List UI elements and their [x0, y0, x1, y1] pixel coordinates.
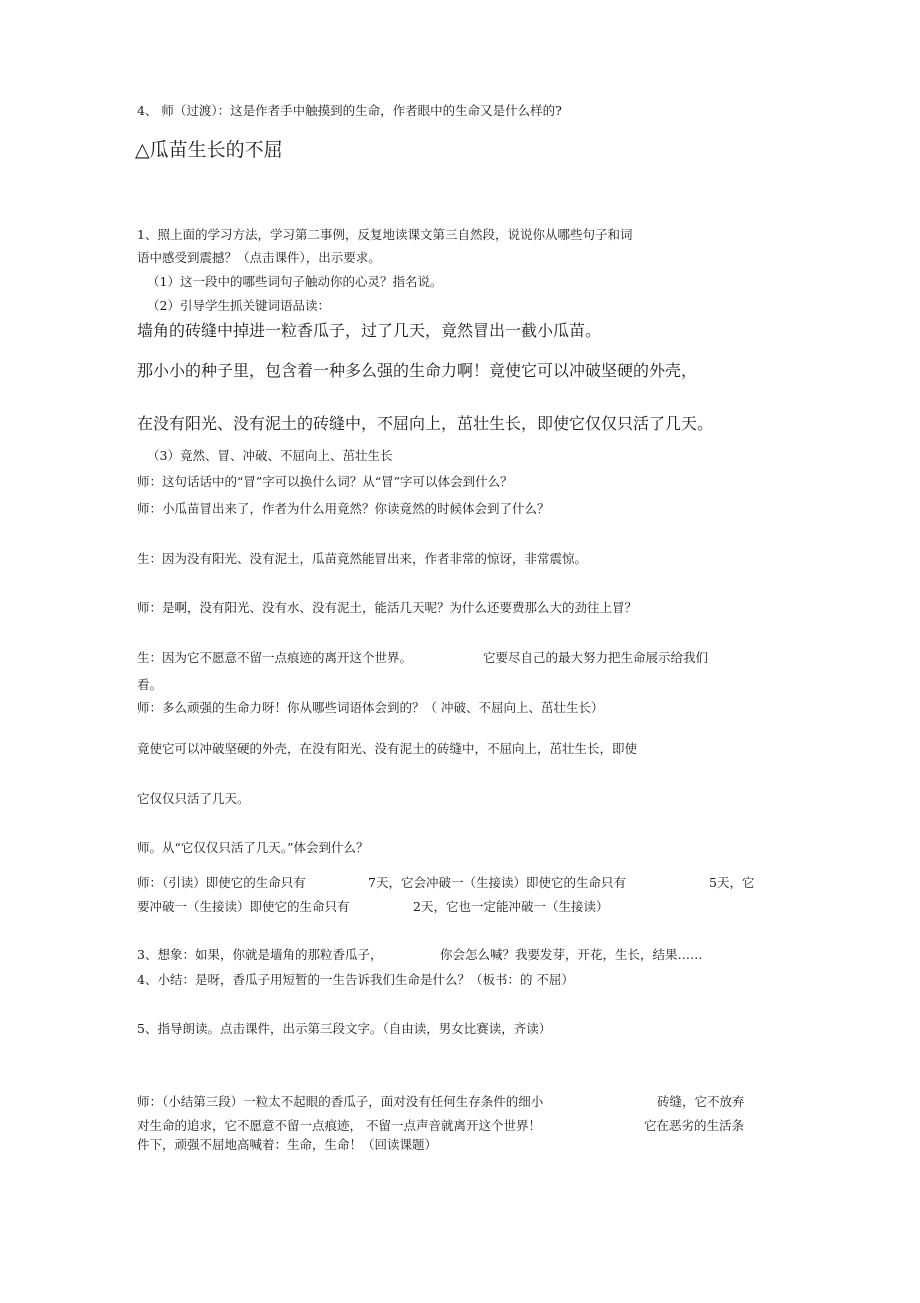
text-line: 师：是啊，没有阳光、没有水、没有泥土，能活几天呢？为什么还要费那么大的劲往上冒？ — [137, 600, 638, 615]
section-heading: △瓜苗生长的不屈 — [135, 139, 283, 161]
quote-line: 墙角的砖缝中掉进一粒香瓜子，过了几天，竟然冒出一截小瓜苗。 — [137, 321, 602, 340]
text-line: 你会怎么喊？我要发芽，开花，生长，结果…… — [440, 947, 703, 962]
text-line: 竟使它可以冲破坚硬的外壳，在没有阳光、没有泥土的砖缝中，不屈向上，茁壮生长，即使 — [137, 741, 638, 756]
text-line: 件下，顽强不屈地高喊着：生命，生命！（回读课题） — [137, 1137, 438, 1152]
quote-line: 在没有阳光、没有泥土的砖缝中，不屈向上，茁壮生长，即使它仅仅只活了几天。 — [137, 414, 714, 433]
text-line: 它要尽自己的最大努力把生命展示给我们 — [483, 650, 709, 665]
text-line: 要冲破一（生接读）即使它的生命只有 — [137, 899, 350, 914]
text-line: 师：多么顽强的生命力呀！你从哪些词语体会到的？（ 冲破、不屈向上、茁壮生长） — [137, 700, 604, 715]
text-line: （1）这一段中的哪些词句子触动你的心灵？指名说。 — [147, 274, 443, 289]
text-line: 师：（引读）即使它的生命只有 — [137, 875, 306, 890]
text-line: （3）竟然、冒、冲破、不屈向上、茁壮生长 — [147, 448, 393, 463]
text-line: 语中感受到震撼？（点击课件），出示要求。 — [137, 250, 381, 265]
text-line: 4、小结：是呀，香瓜子用短暂的一生告诉我们生命是什么？（板书：的 不屈） — [137, 972, 574, 987]
text-line: 5天，它 — [709, 875, 755, 890]
text-line: 师：这句话话中的“冒”字可以换什么词？从“冒”字可以体会到什么？ — [137, 474, 513, 489]
text-line: 对生命的追求，它不愿意不留一点痕迹， 不留一点声音就离开这个世界！ — [137, 1118, 541, 1133]
text-line: 2天，它也一定能冲破一（生接读） — [413, 899, 609, 914]
text-line: 5、指导朗读。点击课件，出示第三段文字。（自由读，男女比赛读，齐读） — [137, 1021, 552, 1036]
text-line: 3、想象：如果，你就是墙角的那粒香瓜子， — [137, 947, 383, 962]
text-line: 生：因为它不愿意不留一点痕迹的离开这个世界。 — [137, 650, 413, 665]
text-line: 它仅仅只活了几天。 — [137, 791, 250, 806]
text-line: （2）引导学生抓关键词语品读： — [147, 298, 330, 313]
text-line: 生：因为没有阳光、没有泥土，瓜苗竟然能冒出来，作者非常的惊讶，非常震惊。 — [137, 551, 588, 566]
text-line: 4、 师（过渡）：这是作者手中触摸到的生命，作者眼中的生命又是什么样的? — [137, 103, 562, 118]
text-line: 7天，它会冲破一（生接读）即使它的生命只有 — [368, 875, 626, 890]
text-line: 1、照上面的学习方法，学习第二事例，反复地读课文第三自然段，说说你从哪些句子和词 — [137, 227, 633, 242]
text-line: 师：（小结第三段）一粒太不起眼的香瓜子，面对没有任何生存条件的细小 — [137, 1094, 544, 1109]
text-line: 师：小瓜苗冒出来了，作者为什么用竟然？你读竟然的时候体会到了什么？ — [137, 501, 550, 516]
text-line: 砖缝，它不放弃 — [657, 1094, 745, 1109]
quote-line: 那小小的种子里，包含着一种多么强的生命力啊！竟使它可以冲破坚硬的外壳， — [137, 361, 698, 380]
text-line: 师。从“它仅仅只活了几天。”体会到什么？ — [137, 840, 369, 855]
text-line: 它在恶劣的生活条 — [644, 1118, 745, 1133]
text-line: 看。 — [137, 677, 163, 692]
